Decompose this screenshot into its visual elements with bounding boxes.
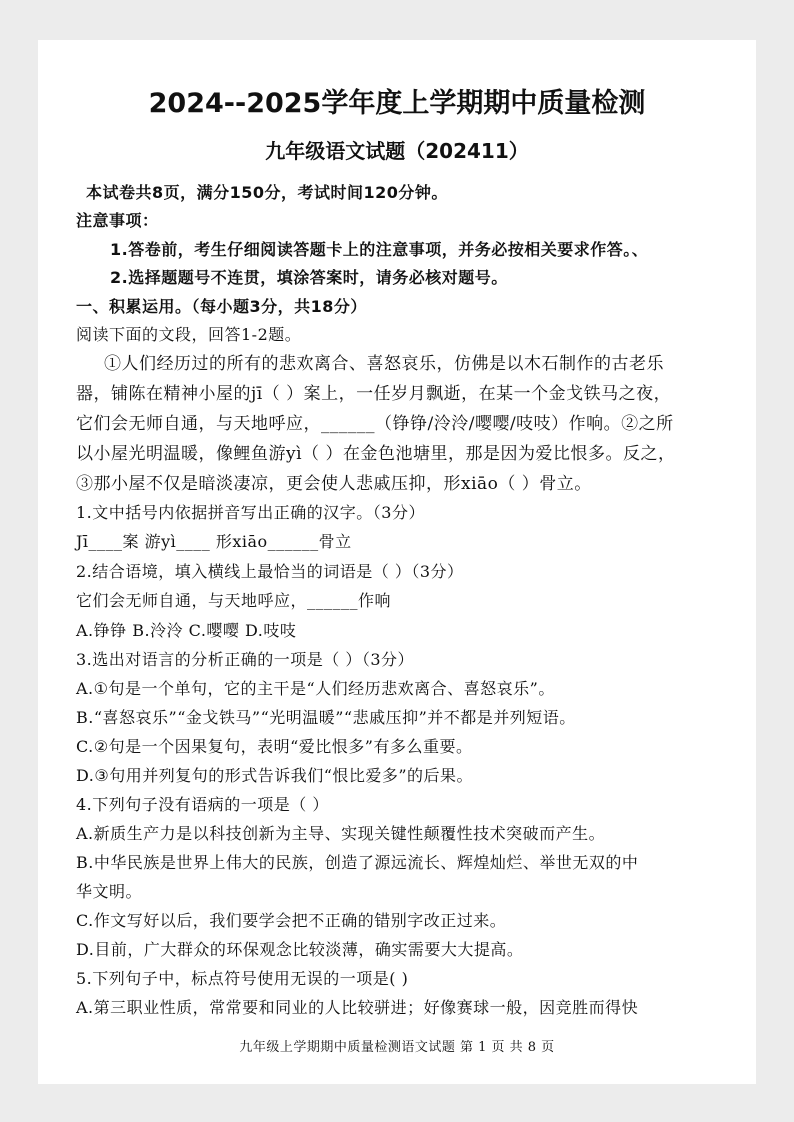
exam-title: 2024--2025学年度上学期期中质量检测 <box>148 88 646 119</box>
exam-intro: 本试卷共8页，满分150分，考试时间120分钟。 <box>86 183 448 202</box>
passage-line: 它们会无师自通，与天地呼应，______（铮铮/泠泠/嘤嘤/吱吱）作响。②之所 <box>76 414 674 434</box>
question-option: D.③句用并列复句的形式告诉我们“恨比爱多”的后果。 <box>76 766 474 785</box>
question-line: Jī____案 游yì____ 形xiāo______骨立 <box>76 532 352 551</box>
question-stem: 5.下列句子中，标点符号使用无误的一项是( ) <box>76 969 409 988</box>
notes-heading: 注意事项： <box>76 211 159 230</box>
question-stem: 4.下列句子没有语病的一项是（ ） <box>76 795 329 814</box>
passage-line: ①人们经历过的所有的悲欢离合、喜怒哀乐，仿佛是以木石制作的古老乐 <box>104 354 664 374</box>
question-stem: 1.文中括号内依据拼音写出正确的汉字。（3分） <box>76 503 425 522</box>
section-instruction: 阅读下面的文段，回答1-2题。 <box>76 325 302 344</box>
question-line: 它们会无师自通，与天地呼应，______作响 <box>76 591 392 610</box>
question-option: B.中华民族是世界上伟大的民族，创造了源远流长、辉煌灿烂、举世无双的中 <box>76 853 639 872</box>
section-heading: 一、积累运用。（每小题3分，共18分） <box>76 297 367 316</box>
question-option: A.第三职业性质，常常要和同业的人比较骈进；好像赛球一般，因竞胜而得快 <box>76 998 639 1017</box>
page-footer: 九年级上学期期中质量检测语文试题 第 1 页 共 8 页 <box>239 1040 555 1055</box>
question-option: D.目前，广大群众的环保观念比较淡薄，确实需要大大提高。 <box>76 940 524 959</box>
question-option-continued: 华文明。 <box>76 882 143 901</box>
question-option: A.新质生产力是以科技创新为主导、实现关键性颠覆性技术突破而产生。 <box>76 824 606 843</box>
note-item: 1.答卷前，考生仔细阅读答题卡上的注意事项，并务必按相关要求作答。、 <box>110 240 649 259</box>
passage-line: 以小屋光明温暖，像鲤鱼游yì（ ）在金色池塘里，那是因为爱比恨多。反之， <box>76 444 676 464</box>
passage-line: ③那小屋不仅是暗淡凄凉，更会使人悲戚压抑，形xiāo（ ）骨立。 <box>76 474 592 494</box>
exam-subtitle: 九年级语文试题（202411） <box>265 139 529 163</box>
question-options: A.铮铮 B.泠泠 C.嘤嘤 D.吱吱 <box>76 621 297 640</box>
note-item: 2.选择题题号不连贯，填涂答案时，请务必核对题号。 <box>110 268 508 287</box>
question-option: C.②句是一个因果复句，表明“爱比恨多”有多么重要。 <box>76 737 473 756</box>
question-option: C.作文写好以后，我们要学会把不正确的错别字改正过来。 <box>76 911 507 930</box>
exam-page <box>38 40 756 1084</box>
question-stem: 3.选出对语言的分析正确的一项是（ ）（3分） <box>76 650 415 669</box>
question-stem: 2.结合语境，填入横线上最恰当的词语是（ ）（3分） <box>76 562 464 581</box>
passage-line: 器，铺陈在精神小屋的jī（ ）案上，一任岁月飘逝，在某一个金戈铁马之夜， <box>76 384 672 404</box>
question-option: B.“喜怒哀乐”“金戈铁马”“光明温暖”“悲戚压抑”并不都是并列短语。 <box>76 708 576 727</box>
question-option: A.①句是一个单句，它的主干是“人们经历悲欢离合、喜怒哀乐”。 <box>76 679 555 698</box>
